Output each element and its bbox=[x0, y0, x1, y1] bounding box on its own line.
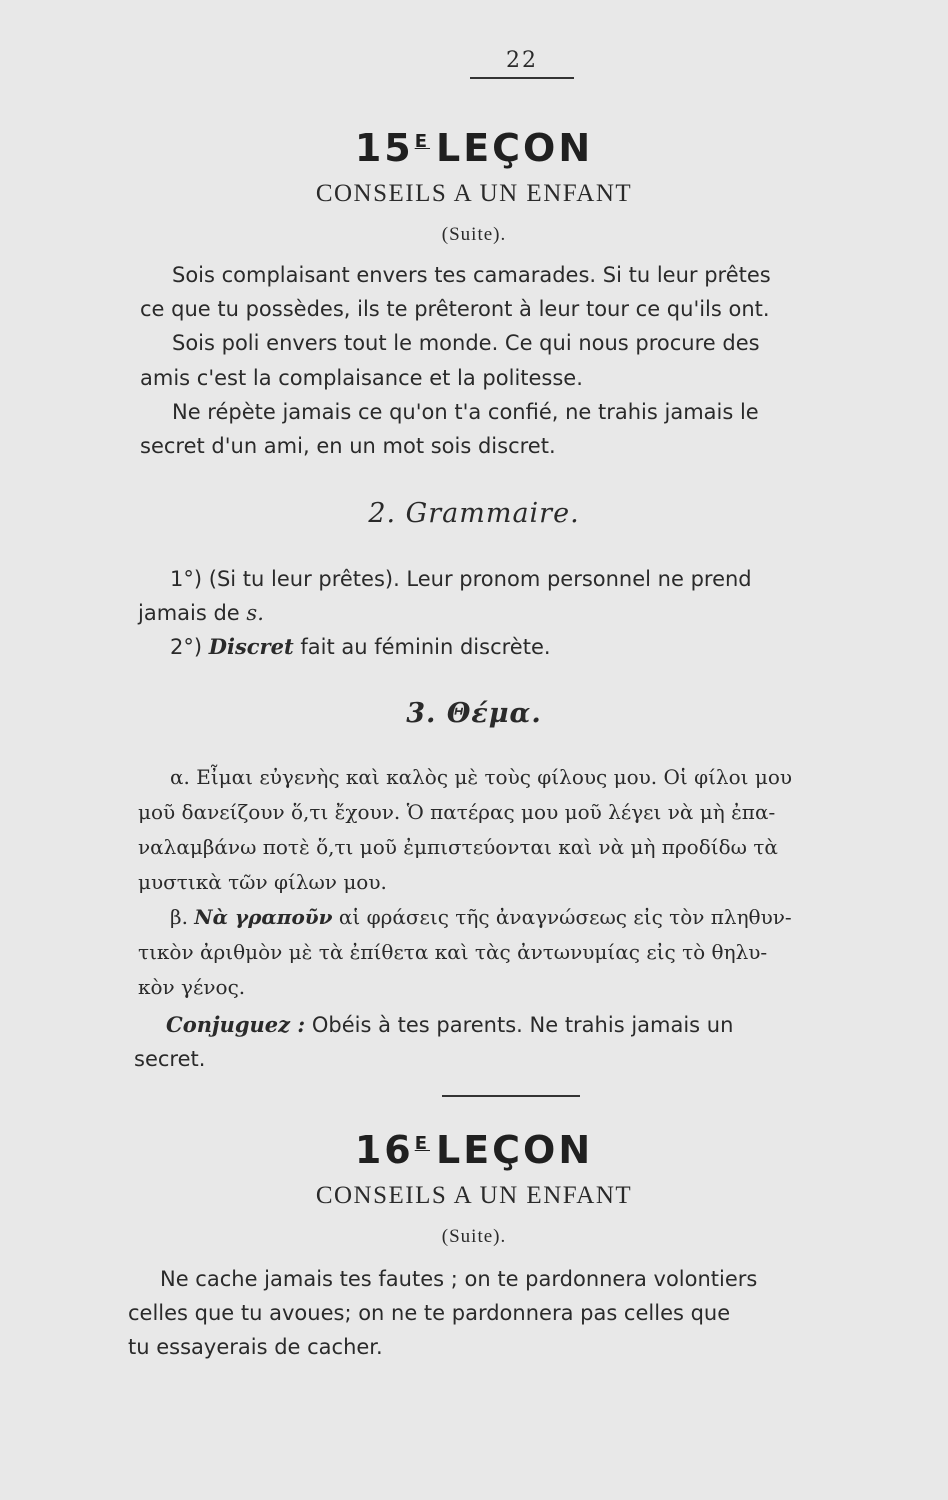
grammar-word-discret: Discret bbox=[208, 634, 294, 660]
text-line: secret d'un ami, en un mot sois discret. bbox=[140, 434, 556, 459]
conjuguez-exercise bbox=[134, 1008, 894, 1076]
theme-heading: 3. Θέμα. bbox=[406, 698, 542, 729]
greek-line: μοῦ δανείζουν ὅ,τι ἔχουν. Ὁ πατέρας μου μοῦ λέγει νὰ μὴ ἐπα- bbox=[138, 800, 776, 824]
section-divider bbox=[442, 1095, 580, 1097]
conjuguez-line bbox=[134, 1008, 894, 1042]
grammar-letter-s: s. bbox=[246, 601, 264, 626]
lesson-15-paragraph bbox=[140, 258, 900, 463]
greek-line: α. Εἶμαι εὐγενὴς καὶ καλὸς μὲ τοὺς φίλους μου. Οἱ φίλοι μου bbox=[170, 765, 793, 789]
grammar-item-1-text-cont: jamais de bbox=[138, 601, 240, 626]
text-line: tu essayerais de cacher. bbox=[128, 1335, 383, 1360]
text-line: amis c'est la complaisance et la politesse. bbox=[140, 365, 583, 390]
lesson-15-suite: (Suite). bbox=[441, 224, 507, 245]
lesson-16-suite: (Suite). bbox=[441, 1226, 507, 1247]
theme-alpha bbox=[138, 760, 898, 900]
text-line: Sois complaisant envers tes camarades. Si tu leur prêtes bbox=[172, 263, 771, 287]
theme-beta bbox=[138, 900, 898, 1005]
greek-line: ναλαμβάνω ποτὲ ὅ,τι μοῦ ἐμπιστεύονται καὶ νὰ μὴ προδίδω τὰ bbox=[138, 835, 778, 859]
conjuguez-line: secret. bbox=[134, 1047, 206, 1072]
lesson-15-number: 15 bbox=[354, 126, 414, 170]
grammar-item-1-number: 1°) bbox=[170, 567, 203, 591]
text-line: ce que tu possèdes, ils te prêteront à leur tour ce qu'ils ont. bbox=[140, 297, 770, 322]
lesson-16-title bbox=[0, 1128, 948, 1172]
lesson-15-suffix: E bbox=[414, 131, 430, 152]
grammar-item-1-cont bbox=[138, 596, 898, 630]
grammar-item-2 bbox=[138, 630, 898, 664]
lesson-15-heading: LEÇON bbox=[436, 126, 594, 170]
grammar-heading: 2. Grammaire. bbox=[368, 498, 580, 529]
lesson-15-title bbox=[0, 126, 948, 170]
grammar-item-2-text: fait au féminin discrète. bbox=[300, 635, 551, 660]
greek-line: κὸν γένος. bbox=[138, 975, 246, 999]
page-number: 22 bbox=[470, 48, 574, 79]
lesson-16-subtitle: CONSEILS A UN ENFANT bbox=[315, 1182, 633, 1209]
conjuguez-text: Obéis à tes parents. Ne trahis jamais un bbox=[311, 1013, 734, 1037]
lesson-15-subtitle: CONSEILS A UN ENFANT bbox=[315, 180, 633, 207]
greek-line bbox=[138, 900, 898, 935]
text-line: celles que tu avoues; on ne te pardonnera pas celles que bbox=[128, 1301, 731, 1326]
grammar-item-2-number: 2°) bbox=[170, 635, 203, 660]
text-line: Sois poli envers tout le monde. Ce qui nous procure des bbox=[172, 331, 760, 356]
grammar-notes bbox=[138, 562, 898, 665]
text-line: Ne cache jamais tes fautes ; on te pardonnera volontiers bbox=[160, 1267, 758, 1291]
beta-text: αἱ φράσεις τῆς ἀναγνώσεως εἰς τὸν πληθυν- bbox=[338, 905, 792, 929]
lesson-16-number: 16 bbox=[354, 1128, 414, 1172]
beta-instruction: Νὰ γραποῦν bbox=[194, 905, 333, 929]
text-line: Ne répète jamais ce qu'on t'a confié, ne trahis jamais le bbox=[172, 399, 759, 424]
conjuguez-label: Conjuguez : bbox=[166, 1012, 306, 1037]
greek-line: μυστικὰ τῶν φίλων μου. bbox=[138, 870, 387, 894]
lesson-16-paragraph bbox=[128, 1262, 888, 1365]
grammar-item-1-text: (Si tu leur prêtes). Leur pronom personnel ne prend bbox=[208, 567, 752, 591]
lesson-16-suffix: E bbox=[414, 1133, 430, 1154]
greek-line: τικὸν ἀριθμὸν μὲ τὰ ἐπίθετα καὶ τὰς ἀντωνυμίας εἰς τὸ θηλυ- bbox=[138, 940, 768, 964]
grammar-item-1 bbox=[138, 562, 898, 596]
beta-label: β. bbox=[170, 905, 188, 929]
lesson-16-heading: LEÇON bbox=[436, 1128, 594, 1172]
